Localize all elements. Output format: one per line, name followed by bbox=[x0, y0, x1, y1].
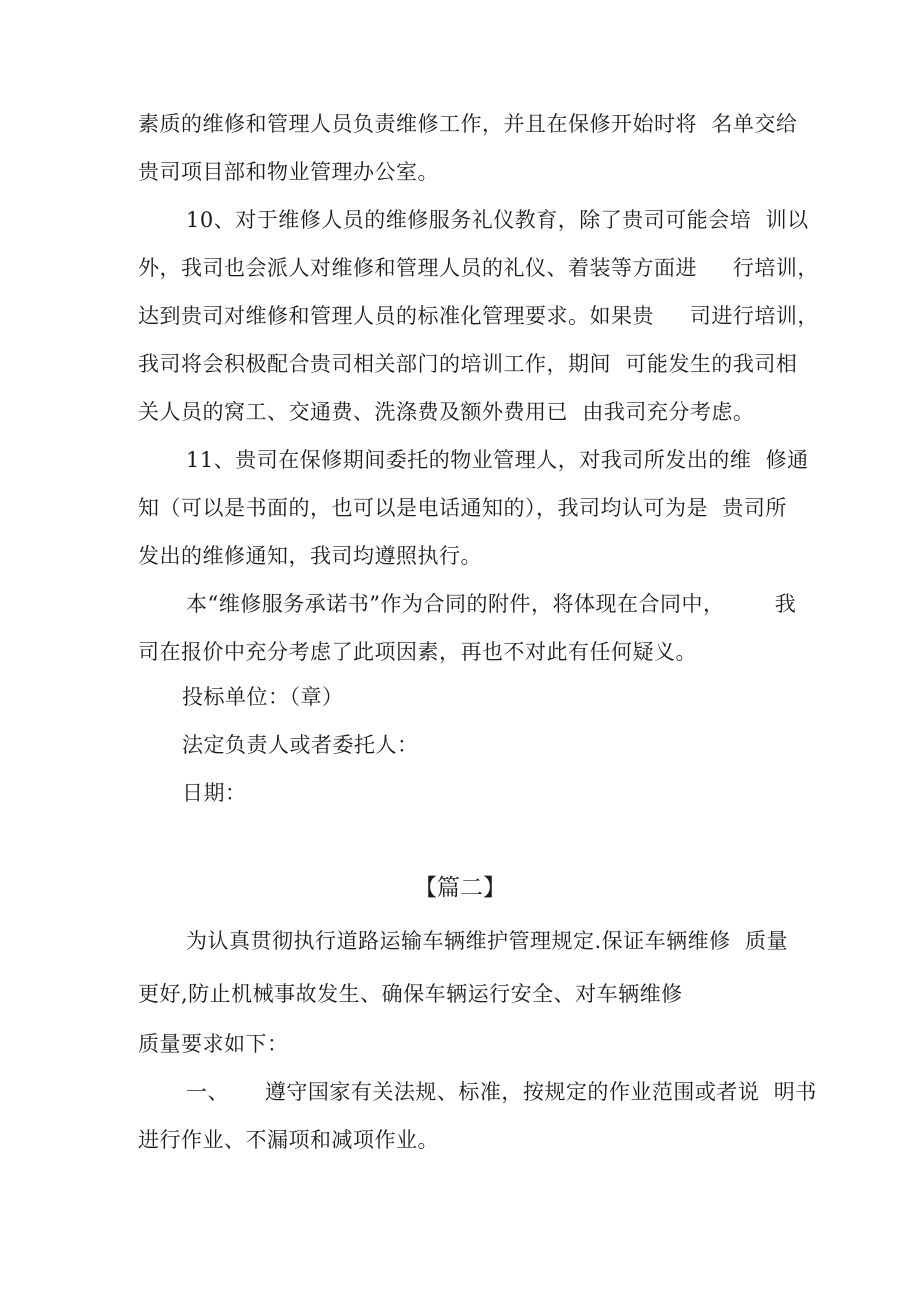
date-label: 日期： bbox=[182, 781, 247, 805]
body-text-line: 知（可以是书面的，也可以是电话通知的），我司均认可为是 贵司所 bbox=[138, 496, 787, 520]
body-text-line: 外，我司也会派人对维修和管理人员的礼仪、着装等方面进 行培训， bbox=[138, 256, 819, 280]
body-text-line: 关人员的窝工、交通费、洗涤费及额外费用已 由我司充分考虑。 bbox=[138, 400, 755, 424]
body-text-line: 发出的维修通知，我司均遵照执行。 bbox=[138, 544, 482, 568]
body-text-line: 更好,防止机械事故发生、确保车辆运行安全、对车辆维修 bbox=[138, 982, 683, 1006]
section-title: 【篇二】 bbox=[414, 875, 506, 901]
body-text-line: 达到贵司对维修和管理人员的标准化管理要求。如果贵 司进行培训， bbox=[138, 304, 819, 328]
body-text-line: 我司将会积极配合贵司相关部门的培训工作，期间 可能发生的我司相 bbox=[138, 352, 798, 376]
bidder-signature-label: 投标单位：（章） bbox=[182, 685, 344, 709]
body-text-line: 贵司项目部和物业管理办公室。 bbox=[138, 160, 439, 184]
body-text-line: 司在报价中充分考虑了此项因素，再也不对此有任何疑义。 bbox=[138, 640, 697, 664]
item-1-text: 一、 遵守国家有关法规、标准，按规定的作业范围或者说 明书 bbox=[186, 1080, 817, 1104]
clause-10-text: 10、对于维修人员的维修服务礼仪教育，除了贵司可能会培 训以 bbox=[186, 208, 809, 232]
body-text-line: 质量要求如下： bbox=[138, 1032, 289, 1056]
legal-rep-signature-label: 法定负责人或者委托人： bbox=[182, 733, 419, 757]
body-text-line: 进行作业、不漏项和减项作业。 bbox=[138, 1128, 439, 1152]
closing-text: 本“维修服务承诺书”作为合同的附件，将体现在合同中， 我 bbox=[186, 592, 797, 616]
clause-11-text: 11、贵司在保修期间委托的物业管理人，对我司所发出的维 修通 bbox=[186, 448, 809, 472]
body-text-line: 素质的维修和管理人员负责维修工作，并且在保修开始时将 名单交给 bbox=[138, 112, 798, 136]
section2-intro-text: 为认真贯彻执行道路运输车辆维护管理规定.保证车辆维修 质量 bbox=[186, 929, 789, 953]
